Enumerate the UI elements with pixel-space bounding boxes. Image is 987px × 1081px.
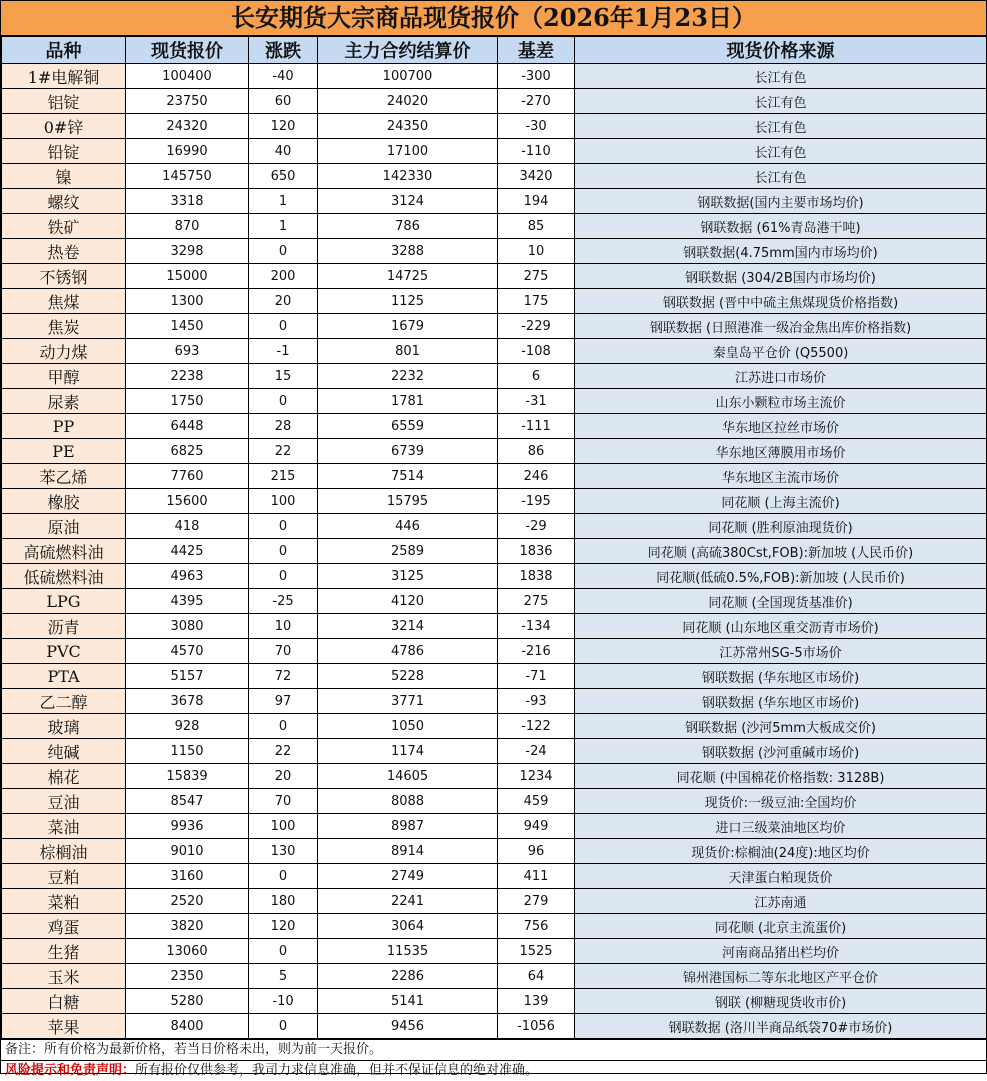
settlement-cell: 446 [318,514,498,539]
change-cell: 72 [249,664,318,689]
basis-cell: 1234 [498,764,575,789]
change-cell: 180 [249,889,318,914]
commodity-cell: PTA [2,664,126,689]
change-cell: 0 [249,1014,318,1039]
commodity-cell: 铅锭 [2,139,126,164]
change-cell: -25 [249,589,318,614]
spot-price-cell: 3678 [126,689,249,714]
spot-price-cell: 4395 [126,589,249,614]
change-cell: 0 [249,314,318,339]
commodity-cell: 尿素 [2,389,126,414]
settlement-cell: 3288 [318,239,498,264]
change-cell: 130 [249,839,318,864]
commodity-cell: 焦煤 [2,289,126,314]
source-cell: 钢联数据 (304/2B国内市场均价) [575,264,987,289]
spot-price-cell: 3080 [126,614,249,639]
commodity-cell: 高硫燃料油 [2,539,126,564]
basis-cell: -195 [498,489,575,514]
table-body [2,64,987,1039]
source-cell: 钢联数据 (沙河5mm大板成交价) [575,714,987,739]
basis-cell: 96 [498,839,575,864]
source-cell: 江苏南通 [575,889,987,914]
disclaimer-text: 所有报价仅供参考，我司力求信息准确，但并不保证信息的绝对准确。 [135,1063,539,1078]
source-cell: 天津蛋白粕现货价 [575,864,987,889]
settlement-cell: 3124 [318,189,498,214]
settlement-cell: 2286 [318,964,498,989]
table-row [2,1014,987,1039]
basis-cell: -111 [498,414,575,439]
source-cell: 钢联数据 (沙河重碱市场价) [575,739,987,764]
commodity-cell: LPG [2,589,126,614]
table-row [2,289,987,314]
table-row [2,989,987,1014]
basis-cell: -134 [498,614,575,639]
source-cell: 现货价:棕榈油(24度):地区均价 [575,839,987,864]
basis-cell: 194 [498,189,575,214]
spot-price-cell: 2520 [126,889,249,914]
table-row [2,639,987,664]
source-cell: 锦州港国标二等东北地区产平仓价 [575,964,987,989]
change-cell: 650 [249,164,318,189]
source-cell: 江苏进口市场价 [575,364,987,389]
commodity-cell: 螺纹 [2,189,126,214]
commodity-cell: 苯乙烯 [2,464,126,489]
header-source: 现货价格来源 [575,37,987,64]
commodity-cell: 0#锌 [2,114,126,139]
spot-price-cell: 4963 [126,564,249,589]
settlement-cell: 1174 [318,739,498,764]
change-cell: 20 [249,764,318,789]
basis-cell: -270 [498,89,575,114]
table-row [2,464,987,489]
commodity-cell: 镍 [2,164,126,189]
commodity-cell: PP [2,414,126,439]
commodity-cell: 玉米 [2,964,126,989]
header-change: 涨跌 [249,37,318,64]
commodity-cell: 白糖 [2,989,126,1014]
spot-price-cell: 693 [126,339,249,364]
basis-cell: -122 [498,714,575,739]
change-cell: 200 [249,264,318,289]
source-cell: 钢联数据(4.75mm国内市场均价) [575,239,987,264]
table-row [2,614,987,639]
source-cell: 河南商品猪出栏均价 [575,939,987,964]
settlement-cell: 8088 [318,789,498,814]
settlement-cell: 2232 [318,364,498,389]
settlement-cell: 801 [318,339,498,364]
spot-price-cell: 15600 [126,489,249,514]
source-cell: 进口三级菜油地区均价 [575,814,987,839]
change-cell: 5 [249,964,318,989]
basis-cell: 10 [498,239,575,264]
table-row [2,689,987,714]
source-cell: 现货价:一级豆油:全国均价 [575,789,987,814]
header-row [2,37,987,64]
change-cell: 0 [249,564,318,589]
settlement-cell: 1050 [318,714,498,739]
settlement-cell: 6739 [318,439,498,464]
spot-price-cell: 1750 [126,389,249,414]
change-cell: 22 [249,439,318,464]
source-cell: 同花顺 (中国棉花价格指数: 3128B) [575,764,987,789]
commodity-cell: 1#电解铜 [2,64,126,89]
table-row [2,214,987,239]
settlement-cell: 24350 [318,114,498,139]
table-row [2,839,987,864]
basis-cell: 64 [498,964,575,989]
change-cell: 1 [249,189,318,214]
source-cell: 长江有色 [575,139,987,164]
change-cell: 120 [249,914,318,939]
spot-price-cell: 13060 [126,939,249,964]
basis-cell: 6 [498,364,575,389]
settlement-cell: 5141 [318,989,498,1014]
settlement-cell: 9456 [318,1014,498,1039]
change-cell: 215 [249,464,318,489]
basis-cell: 175 [498,289,575,314]
settlement-cell: 1781 [318,389,498,414]
commodity-cell: 动力煤 [2,339,126,364]
commodity-cell: 玻璃 [2,714,126,739]
change-cell: -1 [249,339,318,364]
change-cell: 20 [249,289,318,314]
source-cell: 华东地区拉丝市场价 [575,414,987,439]
source-cell: 同花顺(低硫0.5%,FOB):新加坡 (人民币价) [575,564,987,589]
settlement-cell: 4120 [318,589,498,614]
change-cell: 0 [249,714,318,739]
spot-price-cell: 2350 [126,964,249,989]
commodity-cell: 鸡蛋 [2,914,126,939]
settlement-cell: 2749 [318,864,498,889]
table-row [2,539,987,564]
change-cell: 0 [249,389,318,414]
source-cell: 钢联数据 (华东地区市场价) [575,689,987,714]
commodity-cell: 菜粕 [2,889,126,914]
source-cell: 同花顺 (北京主流蛋价) [575,914,987,939]
table-row [2,964,987,989]
spot-price-cell: 928 [126,714,249,739]
spot-price-cell: 8400 [126,1014,249,1039]
basis-cell: -93 [498,689,575,714]
settlement-cell: 100700 [318,64,498,89]
table-row [2,189,987,214]
source-cell: 同花顺 (山东地区重交沥青市场价) [575,614,987,639]
settlement-cell: 5228 [318,664,498,689]
commodity-cell: 沥青 [2,614,126,639]
table-row [2,714,987,739]
spot-price-cell: 8547 [126,789,249,814]
spot-price-cell: 5280 [126,989,249,1014]
change-cell: 100 [249,489,318,514]
spot-price-cell: 9010 [126,839,249,864]
spot-price-cell: 6448 [126,414,249,439]
spot-price-cell: 3820 [126,914,249,939]
change-cell: 0 [249,539,318,564]
spot-price-cell: 3160 [126,864,249,889]
basis-cell: 1525 [498,939,575,964]
settlement-cell: 17100 [318,139,498,164]
basis-cell: 279 [498,889,575,914]
change-cell: 22 [249,739,318,764]
table-row [2,314,987,339]
source-cell: 长江有色 [575,89,987,114]
settlement-cell: 14605 [318,764,498,789]
header-basis: 基差 [498,37,575,64]
spot-price-cell: 9936 [126,814,249,839]
table-row [2,339,987,364]
basis-cell: -216 [498,639,575,664]
header-commodity: 品种 [2,37,126,64]
settlement-cell: 2241 [318,889,498,914]
source-cell: 山东小颗粒市场主流价 [575,389,987,414]
change-cell: 120 [249,114,318,139]
basis-cell: 1838 [498,564,575,589]
change-cell: 10 [249,614,318,639]
settlement-cell: 142330 [318,164,498,189]
change-cell: 0 [249,514,318,539]
commodity-cell: 甲醇 [2,364,126,389]
spot-price-cell: 5157 [126,664,249,689]
basis-cell: -30 [498,114,575,139]
commodity-cell: 焦炭 [2,314,126,339]
table-row [2,414,987,439]
basis-cell: -229 [498,314,575,339]
change-cell: 100 [249,814,318,839]
settlement-cell: 3214 [318,614,498,639]
disclaimer-label: 风险提示和免责声明： [5,1063,136,1078]
basis-cell: 275 [498,589,575,614]
spot-price-cell: 15839 [126,764,249,789]
spot-price-cell: 2238 [126,364,249,389]
spot-price-cell: 7760 [126,464,249,489]
basis-cell: 949 [498,814,575,839]
commodity-cell: 热卷 [2,239,126,264]
commodity-cell: 铝锭 [2,89,126,114]
change-cell: 70 [249,789,318,814]
note: 备注：所有价格为最新价格，若当日价格未出，则为前一天报价。 [1,1039,986,1060]
commodity-cell: PVC [2,639,126,664]
header-settlement: 主力合约结算价 [318,37,498,64]
table-row [2,789,987,814]
source-cell: 同花顺 (胜利原油现货价) [575,514,987,539]
spot-price-cell: 15000 [126,264,249,289]
source-cell: 钢联数据 (华东地区市场价) [575,664,987,689]
source-cell: 华东地区主流市场价 [575,464,987,489]
table-row [2,764,987,789]
basis-cell: 246 [498,464,575,489]
source-cell: 江苏常州SG-5市场价 [575,639,987,664]
spot-price-cell: 24320 [126,114,249,139]
table-row [2,364,987,389]
commodity-cell: 棉花 [2,764,126,789]
source-cell: 长江有色 [575,114,987,139]
basis-cell: 86 [498,439,575,464]
disclaimer [1,1060,986,1081]
settlement-cell: 7514 [318,464,498,489]
table-row [2,439,987,464]
change-cell: 0 [249,239,318,264]
table-row [2,914,987,939]
spot-price-cell: 23750 [126,89,249,114]
quote-table [1,36,987,1039]
settlement-cell: 3125 [318,564,498,589]
spot-price-cell: 16990 [126,139,249,164]
change-cell: 28 [249,414,318,439]
commodity-cell: 纯碱 [2,739,126,764]
change-cell: -40 [249,64,318,89]
basis-cell: -71 [498,664,575,689]
settlement-cell: 3064 [318,914,498,939]
commodity-cell: 豆粕 [2,864,126,889]
basis-cell: 411 [498,864,575,889]
settlement-cell: 2589 [318,539,498,564]
basis-cell: -29 [498,514,575,539]
table-row [2,139,987,164]
table-row [2,739,987,764]
table-row [2,264,987,289]
change-cell: 40 [249,139,318,164]
table-row [2,514,987,539]
source-cell: 华东地区薄膜用市场价 [575,439,987,464]
source-cell: 同花顺 (全国现货基准价) [575,589,987,614]
header-spot-price: 现货报价 [126,37,249,64]
spot-price-cell: 1450 [126,314,249,339]
source-cell: 钢联数据 (日照港准一级冶金焦出库价格指数) [575,314,987,339]
commodity-cell: 菜油 [2,814,126,839]
source-cell: 钢联数据(国内主要市场均价) [575,189,987,214]
basis-cell: 1836 [498,539,575,564]
commodity-cell: 生猪 [2,939,126,964]
settlement-cell: 1679 [318,314,498,339]
commodity-cell: 乙二醇 [2,689,126,714]
table-row [2,64,987,89]
table-row [2,939,987,964]
source-cell: 秦皇岛平仓价 (Q5500) [575,339,987,364]
basis-cell: 756 [498,914,575,939]
spot-price-cell: 4425 [126,539,249,564]
commodity-cell: 低硫燃料油 [2,564,126,589]
table-row [2,564,987,589]
change-cell: 0 [249,939,318,964]
settlement-cell: 6559 [318,414,498,439]
sheet-title: 长安期货大宗商品现货报价（2026年1月23日） [1,1,986,36]
source-cell: 钢联数据 (晋中中硫主焦煤现货价格指数) [575,289,987,314]
change-cell: -10 [249,989,318,1014]
table-row [2,239,987,264]
source-cell: 钢联 (柳糖现货收市价) [575,989,987,1014]
settlement-cell: 24020 [318,89,498,114]
commodity-cell: 铁矿 [2,214,126,239]
table-row [2,114,987,139]
settlement-cell: 8987 [318,814,498,839]
settlement-cell: 3771 [318,689,498,714]
source-cell: 钢联数据 (61%青岛港干吨) [575,214,987,239]
source-cell: 同花顺 (上海主流价) [575,489,987,514]
basis-cell: -24 [498,739,575,764]
basis-cell: -300 [498,64,575,89]
settlement-cell: 15795 [318,489,498,514]
change-cell: 70 [249,639,318,664]
table-row [2,864,987,889]
settlement-cell: 14725 [318,264,498,289]
source-cell: 长江有色 [575,64,987,89]
change-cell: 0 [249,864,318,889]
basis-cell: -110 [498,139,575,164]
basis-cell: -31 [498,389,575,414]
spot-price-cell: 145750 [126,164,249,189]
commodity-cell: 不锈钢 [2,264,126,289]
spot-price-cell: 870 [126,214,249,239]
basis-cell: 85 [498,214,575,239]
basis-cell: 275 [498,264,575,289]
source-cell: 同花顺 (高硫380Cst,FOB):新加坡 (人民币价) [575,539,987,564]
change-cell: 15 [249,364,318,389]
basis-cell: 459 [498,789,575,814]
commodity-cell: 橡胶 [2,489,126,514]
commodity-cell: PE [2,439,126,464]
spot-price-cell: 3298 [126,239,249,264]
change-cell: 97 [249,689,318,714]
change-cell: 60 [249,89,318,114]
spot-price-cell: 4570 [126,639,249,664]
spot-price-cell: 100400 [126,64,249,89]
spot-price-cell: 1150 [126,739,249,764]
basis-cell: 139 [498,989,575,1014]
basis-cell: 3420 [498,164,575,189]
commodity-cell: 豆油 [2,789,126,814]
spot-price-cell: 6825 [126,439,249,464]
basis-cell: -108 [498,339,575,364]
commodity-cell: 苹果 [2,1014,126,1039]
table-row [2,814,987,839]
table-row [2,489,987,514]
settlement-cell: 786 [318,214,498,239]
spot-price-cell: 3318 [126,189,249,214]
table-row [2,664,987,689]
commodity-cell: 原油 [2,514,126,539]
change-cell: 1 [249,214,318,239]
commodity-cell: 棕榈油 [2,839,126,864]
table-row [2,89,987,114]
source-cell: 钢联数据 (洛川半商品纸袋70#市场价) [575,1014,987,1039]
spot-price-cell: 418 [126,514,249,539]
settlement-cell: 4786 [318,639,498,664]
basis-cell: -1056 [498,1014,575,1039]
table-row [2,389,987,414]
table-row [2,164,987,189]
settlement-cell: 8914 [318,839,498,864]
table-row [2,589,987,614]
source-cell: 长江有色 [575,164,987,189]
table-row [2,889,987,914]
settlement-cell: 11535 [318,939,498,964]
spot-price-cell: 1300 [126,289,249,314]
settlement-cell: 1125 [318,289,498,314]
